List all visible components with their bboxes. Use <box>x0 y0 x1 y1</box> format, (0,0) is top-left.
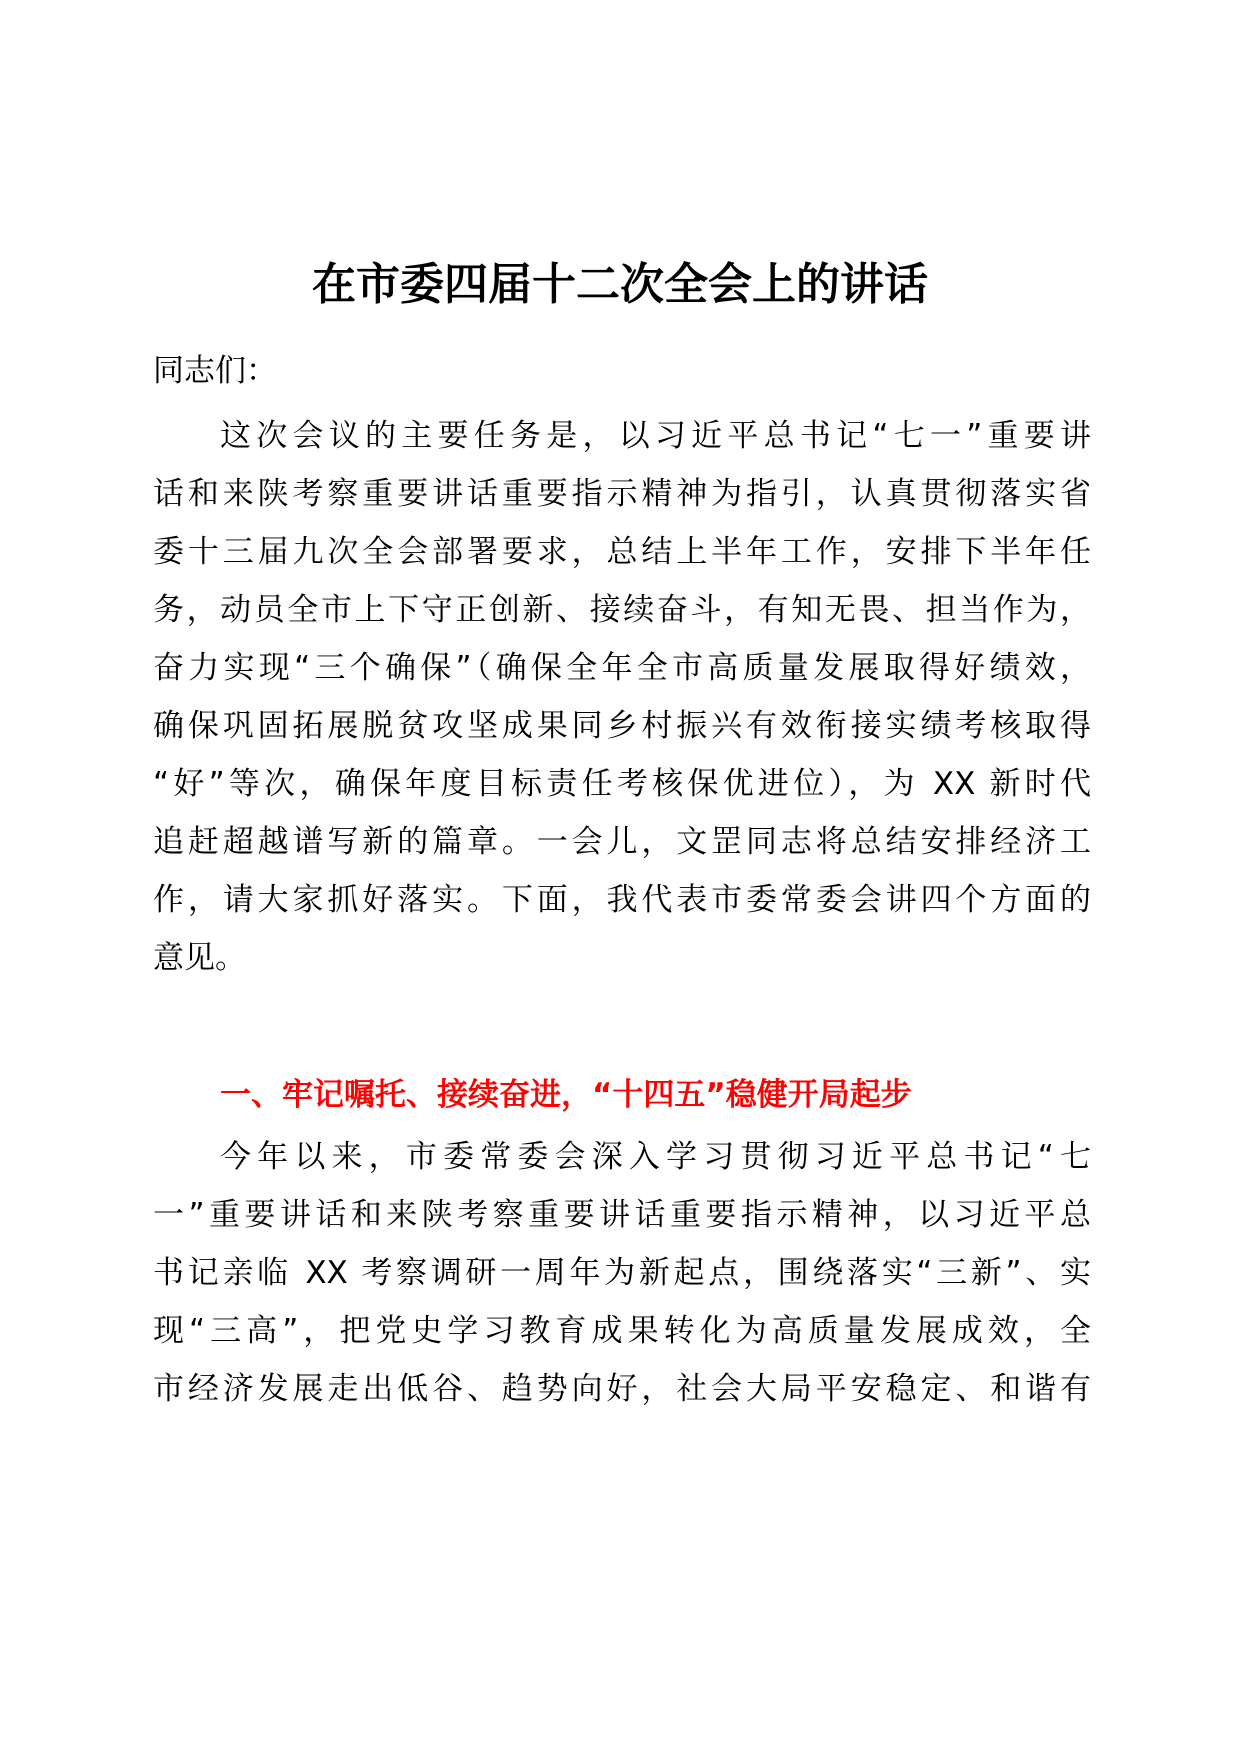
section-heading: 一、牢记嘱托、接续奋进，“十四五”稳健开局起步 <box>220 1077 912 1113</box>
paragraph-2-line: 现“三高”，把党史学习教育成果转化为高质量发展成效，全 <box>153 1313 1091 1349</box>
paragraph-1-line: 委十三届九次全会部署要求，总结上半年工作，安排下半年任 <box>153 534 1091 570</box>
paragraph-1-line: 奋力实现“三个确保”（确保全年全市高质量发展取得好绩效， <box>153 650 1091 686</box>
paragraph-1-line: 话和来陕考察重要讲话重要指示精神为指引，认真贯彻落实省 <box>153 476 1091 512</box>
document-title: 在市委四届十二次全会上的讲话 <box>312 259 928 310</box>
paragraph-1-line: “好”等次，确保年度目标责任考核保优进位），为 XX 新时代 <box>153 766 1091 802</box>
paragraph-2-line: 书记亲临 XX 考察调研一周年为新起点，围绕落实“三新”、实 <box>153 1255 1091 1291</box>
paragraph-1-line: 确保巩固拓展脱贫攻坚成果同乡村振兴有效衔接实绩考核取得 <box>153 708 1091 744</box>
paragraph-1-line: 追赶超越谱写新的篇章。一会儿，文罡同志将总结安排经济工 <box>153 824 1091 860</box>
paragraph-2-line: 市经济发展走出低谷、趋势向好，社会大局平安稳定、和谐有 <box>153 1371 1091 1407</box>
paragraph-2-line: 一”重要讲话和来陕考察重要讲话重要指示精神，以习近平总 <box>153 1197 1091 1233</box>
salutation: 同志们： <box>153 353 277 389</box>
paragraph-1-line: 意见。 <box>153 940 246 976</box>
paragraph-2-line: 今年以来，市委常委会深入学习贯彻习近平总书记“七 <box>220 1139 1091 1175</box>
paragraph-1-line: 这次会议的主要任务是，以习近平总书记“七一”重要讲 <box>220 418 1091 454</box>
paragraph-1-line: 作，请大家抓好落实。下面，我代表市委常委会讲四个方面的 <box>153 882 1091 918</box>
paragraph-1-line: 务，动员全市上下守正创新、接续奋斗，有知无畏、担当作为， <box>153 592 1091 628</box>
